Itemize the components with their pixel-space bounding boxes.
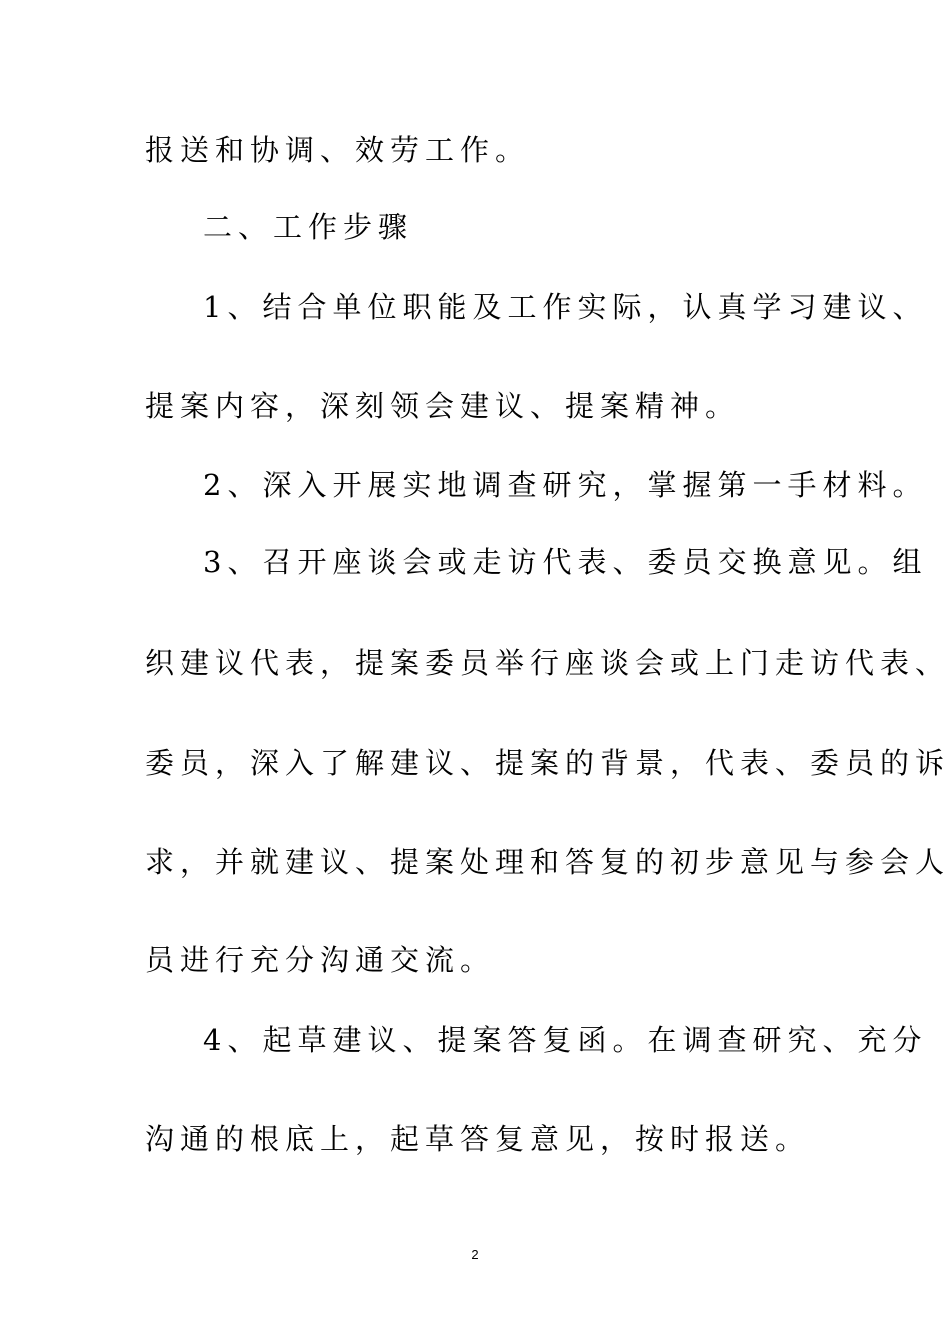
text-line-1: 报送和协调、效劳工作。 — [145, 133, 531, 167]
text-line-8: 委员，深入了解建议、提案的背景，代表、委员的诉 — [145, 746, 950, 780]
text-line-3: 1、结合单位职能及工作实际，认真学习建议、 — [203, 290, 928, 324]
text-line-9: 求，并就建议、提案处理和答复的初步意见与参会人 — [145, 845, 950, 879]
page-number: 2 — [471, 1247, 479, 1262]
text-line-5: 2、深入开展实地调查研究，掌握第一手材料。 — [203, 468, 928, 502]
text-line-7: 织建议代表，提案委员举行座谈会或上门走访代表、 — [145, 646, 950, 680]
text-line-11: 4、起草建议、提案答复函。在调查研究、充分 — [203, 1023, 928, 1057]
text-line-6: 3、召开座谈会或走访代表、委员交换意见。组 — [203, 545, 928, 579]
text-line-4: 提案内容，深刻领会建议、提案精神。 — [145, 389, 741, 423]
text-line-12: 沟通的根底上，起草答复意见，按时报送。 — [145, 1122, 811, 1156]
section-heading: 二、工作步骤 — [203, 210, 414, 244]
text-line-10: 员进行充分沟通交流。 — [145, 943, 496, 977]
